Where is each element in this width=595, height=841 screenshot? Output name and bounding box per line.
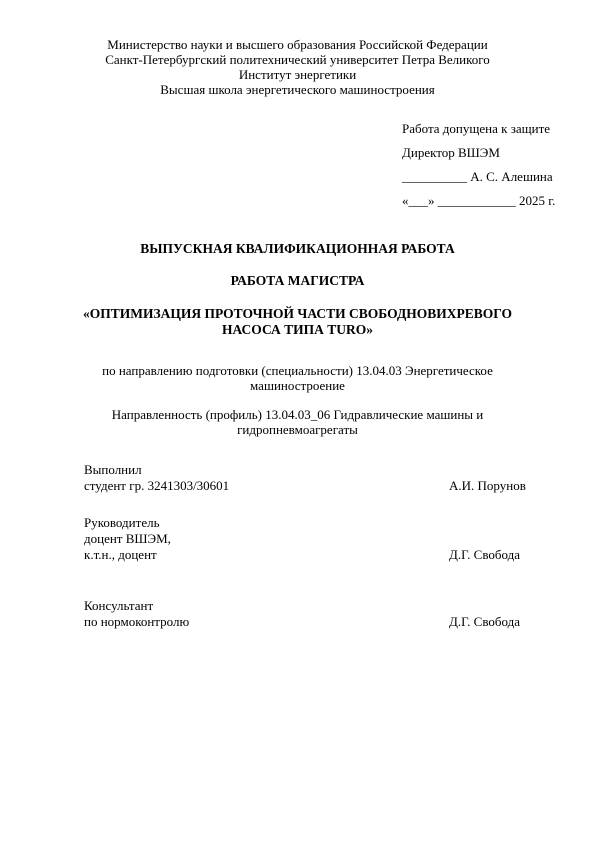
author-block [84, 462, 229, 494]
consultant-block [84, 598, 189, 630]
author-detail: студент гр. 3241303/30601 [84, 478, 230, 493]
supervisor-role: Руководитель [84, 515, 160, 530]
approval-block [402, 121, 582, 217]
consultant-detail: по нормоконтролю [84, 614, 190, 629]
profile-line-1: Направленность (профиль) 13.04.03_06 Гидравлические машины и [111, 407, 484, 422]
consultant-role: Консультант [84, 598, 154, 613]
ministry-line: Министерство науки и высшего образования Российской Федерации [107, 37, 488, 52]
profile-text [0, 407, 595, 437]
topic-line-1: «ОПТИМИЗАЦИЯ ПРОТОЧНОЙ ЧАСТИ СВОБОДНОВИХРЕВОГО [82, 306, 513, 321]
direction-text [0, 363, 595, 393]
supervisor-detail-1: доцент ВШЭМ, [84, 531, 171, 546]
approval-admitted: Работа допущена к защите [402, 121, 551, 136]
work-type-title: ВЫПУСКНАЯ КВАЛИФИКАЦИОННАЯ РАБОТА [140, 241, 455, 256]
degree-title: РАБОТА МАГИСТРА [230, 273, 365, 288]
approval-date: «___» ____________ 2025 г. [402, 193, 556, 208]
school-line: Высшая школа энергетического машиностроения [160, 82, 435, 97]
direction-line-2: машиностроение [250, 378, 345, 393]
university-line: Санкт-Петербургский политехнический университет Петра Великого [105, 52, 490, 67]
approval-director: Директор ВШЭМ [402, 145, 500, 160]
topic-title [0, 306, 595, 338]
supervisor-block [84, 515, 171, 563]
author-role: Выполнил [84, 462, 142, 477]
profile-line-2: гидропневмоагрегаты [237, 422, 358, 437]
supervisor-detail-2: к.т.н., доцент [84, 547, 157, 562]
institute-line: Институт энергетики [238, 67, 357, 82]
topic-line-2: НАСОСА ТИПА TURO» [221, 322, 374, 337]
approval-signature: __________ А. С. Алешина [402, 169, 553, 184]
author-name: А.И. Порунов [449, 478, 526, 493]
organization-header [0, 37, 595, 97]
direction-line-1: по направлению подготовки (специальности) 13.04.03 Энергетическое [102, 363, 493, 378]
supervisor-name: Д.Г. Свобода [449, 547, 521, 562]
consultant-name: Д.Г. Свобода [449, 614, 521, 629]
